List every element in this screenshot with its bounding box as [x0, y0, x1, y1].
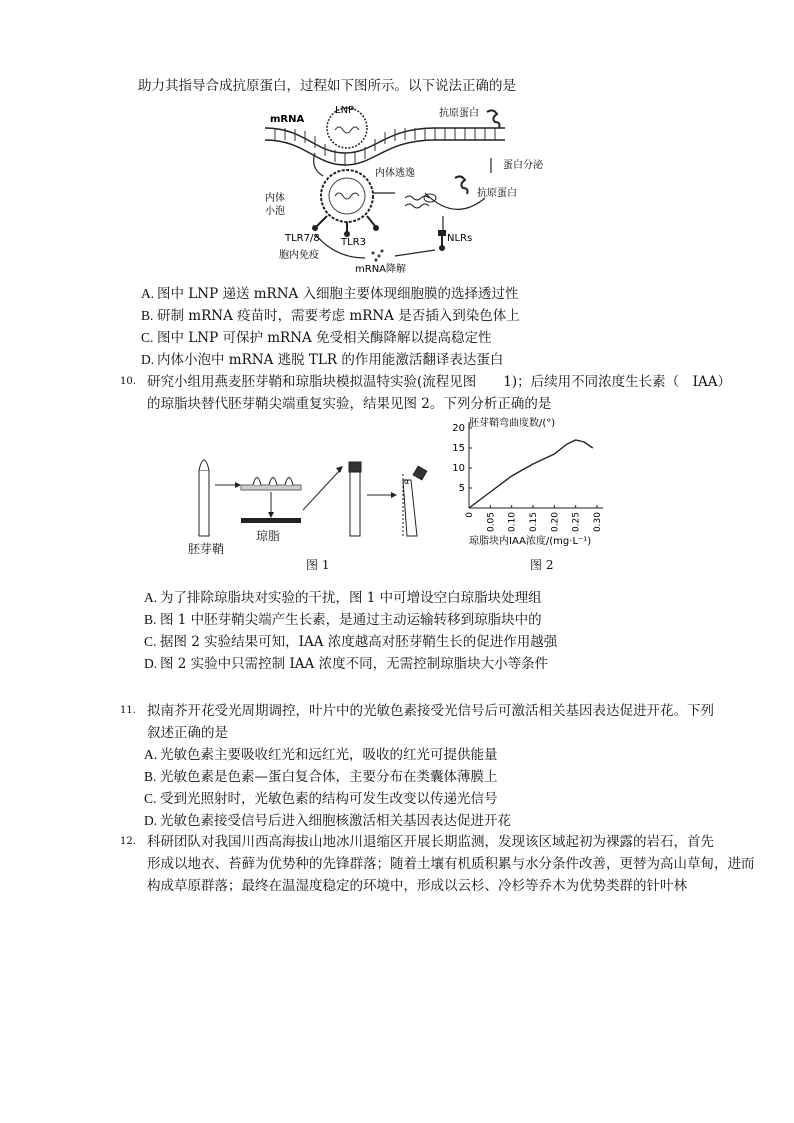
q10-option-c: C. 据图 2 实验结果可知，IAA 浓度越高对胚芽鞘生长的促进作用越强 — [144, 634, 558, 650]
alpha-label: α — [404, 477, 410, 486]
q10-option-b: B. 图 1 中胚芽鞘尖端产生长素，是通过主动运输转移到琼脂块中的 — [144, 612, 542, 628]
x-tick-label: 0.10 — [507, 512, 518, 533]
q11-option-b: B. 光敏色素是色素—蛋白复合体，主要分布在类囊体薄膜上 — [144, 769, 498, 785]
y-tick-label: 10 — [452, 463, 465, 474]
q12-stem-line2: 形成以地衣、苔藓为优势种的先锋群落；随着土壤有机质积累与水分条件改善，更替为高山草甸，进而 — [147, 856, 755, 872]
y-tick-label: 15 — [452, 443, 465, 454]
label-immune: 胞内免疫 — [279, 250, 319, 261]
coleoptile-label: 胚芽鞘 — [188, 542, 225, 556]
series-line — [469, 440, 593, 508]
figure-2-chart — [445, 412, 615, 552]
x-tick-label: 0.20 — [550, 512, 561, 533]
q11-number: 11. — [120, 705, 136, 716]
x-tick-label: 0.05 — [486, 512, 497, 533]
intro-text: 助力其指导合成抗原蛋白，过程如下图所示。以下说法正确的是 — [138, 78, 516, 94]
q11-stem-line2: 叙述正确的是 — [147, 725, 228, 741]
q11-stem-line1: 拟南芥开花受光周期调控，叶片中的光敏色素接受光信号后可激活相关基因表达促进开花。下列 — [147, 703, 714, 719]
q11-option-a: A. 光敏色素主要吸收红光和远红光，吸收的红光可提供能量 — [144, 747, 498, 763]
agar-label: 琼脂 — [256, 529, 281, 543]
label-tlr3: TLR3 — [341, 237, 366, 248]
q11-option-c: C. 受到光照射时，光敏色素的结构可发生改变以传递光信号 — [144, 791, 498, 807]
y-tick-label: 20 — [452, 423, 465, 434]
x-tick-label: 0.15 — [529, 512, 539, 533]
q9-option-d: D. 内体小泡中 mRNA 逃脱 TLR 的作用能激活翻译表达蛋白 — [141, 352, 504, 368]
x-tick-label: 0.25 — [571, 512, 582, 533]
label-endosome-1: 内体 — [265, 193, 285, 204]
y-tick-label: 5 — [458, 483, 465, 494]
q10-option-a: A. 为了排除琼脂块对实验的干扰，图 1 中可增设空白琼脂块处理组 — [144, 590, 542, 606]
x-tick-label: 0 — [465, 512, 475, 518]
q10-option-d: D. 图 2 实验中只需控制 IAA 浓度不同，无需控制琼脂块大小等条件 — [144, 656, 549, 672]
q12-stem-line3: 构成草原群落；最终在温湿度稳定的环境中，形成以云杉、冷杉等乔木为优势类群的针叶林 — [147, 878, 687, 894]
label-secretion: 蛋白分泌 — [503, 160, 543, 171]
label-mrna: mRNA — [270, 114, 305, 125]
label-degrade: mRNA降解 — [355, 264, 407, 275]
q9-option-c: C. 图中 LNP 可保护 mRNA 免受相关酶降解以提高稳定性 — [141, 330, 492, 346]
q11-option-d: D. 光敏色素接受信号后进入细胞核激活相关基因表达促进开花 — [144, 813, 511, 829]
q12-stem-line1: 科研团队对我国川西高海拔山地冰川退缩区开展长期监测，发现该区域起初为裸露的岩石，首先 — [147, 834, 714, 850]
y-axis-label: 胚芽鞘弯曲度数/(°) — [469, 418, 556, 429]
q10-stem-line2: 的琼脂块替代胚芽鞘尖端重复实验，结果见图 2。下列分析正确的是 — [147, 396, 552, 412]
label-nlrs: NLRs — [447, 233, 473, 244]
label-antigen-mid: 抗原蛋白 — [477, 188, 517, 199]
q9-option-b: B. 研制 mRNA 疫苗时，需要考虑 mRNA 是否插入到染色体上 — [141, 308, 520, 324]
x-axis-label: 琼脂块内IAA浓度/(mg·L⁻¹) — [469, 536, 592, 547]
q10-number: 10. — [120, 376, 136, 387]
figure-2-caption: 图 2 — [530, 558, 554, 572]
x-tick-label: 0.30 — [593, 512, 603, 533]
label-antigen-top: 抗原蛋白 — [439, 108, 479, 119]
label-endosome-2: 小泡 — [265, 206, 285, 217]
q10-stem-line1: 研究小组用燕麦胚芽鞘和琼脂块模拟温特实验(流程见图 1)；后续用不同浓度生长素（ IAA） — [147, 374, 731, 390]
label-escape: 内体逃逸 — [375, 168, 415, 179]
figure-1-caption: 图 1 — [306, 558, 330, 572]
label-tlr78: TLR7/8 — [285, 233, 320, 244]
q12-number: 12. — [120, 836, 136, 847]
q9-option-a: A. 图中 LNP 递送 mRNA 入细胞主要体现细胞膜的选择透过性 — [141, 286, 519, 302]
mrna-lnp-diagram — [255, 98, 585, 278]
label-lnp: LNP — [335, 105, 355, 116]
